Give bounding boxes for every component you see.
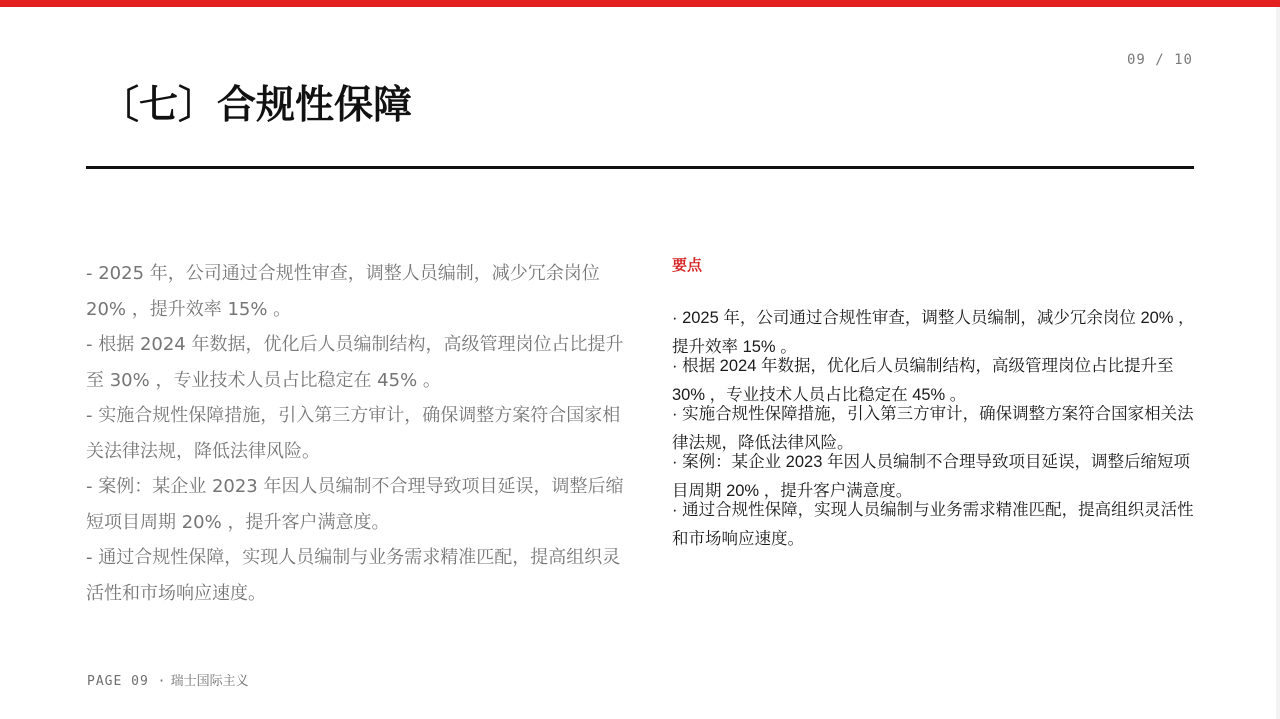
footer-page-label: PAGE 09 ·	[87, 674, 167, 689]
left-list-item: - 案例：某企业 2023 年因人员编制不合理导致项目延误，调整后缩短项目周期 20% ，提升客户满意度。	[86, 476, 624, 533]
footer	[87, 670, 249, 689]
left-list-item: - 通过合规性保障，实现人员编制与业务需求精准匹配，提高组织灵活性和市场响应速度。	[86, 547, 621, 604]
title-divider	[86, 166, 1194, 169]
left-list-item: - 根据 2024 年数据，优化后人员编制结构，高级管理岗位占比提升至 30% ，专业技术人员占比稳定在 45% 。	[86, 334, 624, 391]
footer-organization: 瑞士国际主义	[170, 674, 249, 689]
top-accent-bar	[0, 0, 1280, 7]
keypoints-panel	[672, 254, 1204, 554]
left-column	[86, 256, 626, 611]
left-list-item: - 实施合规性保障措施，引入第三方审计，确保调整方案符合国家相关法律法规，降低法律风险。	[86, 405, 621, 462]
keypoint-item: · 案例：某企业 2023 年因人员编制不合理导致项目延误，调整后缩短项目周期 20% ，提升客户满意度。	[672, 453, 1190, 500]
keypoint-item: · 实施合规性保障措施，引入第三方审计，确保调整方案符合国家相关法律法规，降低法律风险。	[672, 405, 1194, 452]
left-list-item: - 2025 年，公司通过合规性审查，调整人员编制，减少冗余岗位 20% ，提升效率 15% 。	[86, 263, 600, 320]
page-indicator: 09 / 10	[1126, 52, 1193, 68]
keypoint-item: · 根据 2024 年数据，优化后人员编制结构，高级管理岗位占比提升至 30% ，专业技术人员占比稳定在 45% 。	[672, 357, 1174, 404]
keypoint-item: · 2025 年，公司通过合规性审查，调整人员编制，减少冗余岗位 20% ，提升效率 15% 。	[672, 309, 1195, 356]
keypoint-item: · 通过合规性保障，实现人员编制与业务需求精准匹配，提高组织灵活性和市场响应速度。	[672, 501, 1194, 548]
right-edge-strip	[1276, 7, 1280, 719]
slide-title: 〔七〕合规性保障	[100, 83, 413, 128]
keypoints-heading: 要点	[672, 256, 703, 274]
